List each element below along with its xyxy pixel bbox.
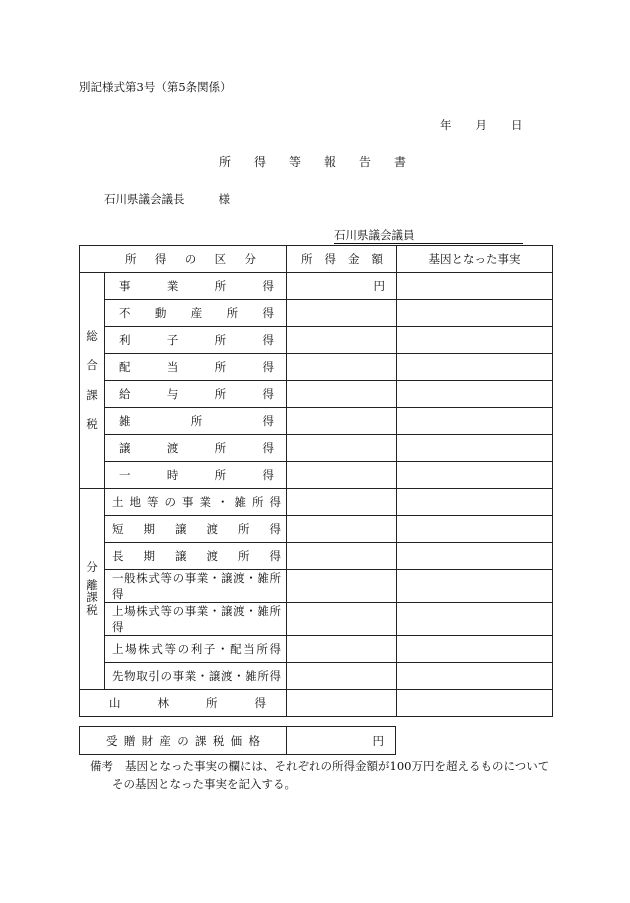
table-row	[80, 636, 553, 663]
income-type-label: 譲渡所得	[105, 435, 287, 462]
cause-field[interactable]	[397, 516, 553, 543]
header-category: 所得の区分	[80, 246, 287, 273]
amount-field[interactable]	[287, 354, 397, 381]
cause-field[interactable]	[397, 663, 553, 690]
cause-field[interactable]	[397, 570, 553, 603]
cause-field[interactable]	[397, 462, 553, 489]
page-title: 所得等報告書	[219, 155, 430, 169]
header-amount: 所得金額	[287, 246, 397, 273]
income-type-label: 土地等の事業・雑所得	[105, 489, 287, 516]
remarks-line-1	[90, 761, 549, 773]
separate-label-char: 税	[86, 602, 98, 617]
date-year-label: 年	[440, 118, 452, 132]
amount-field[interactable]	[287, 570, 397, 603]
date-day-label: 日	[511, 118, 523, 132]
remarks-label: 備考	[90, 759, 113, 773]
date-month-label: 月	[475, 118, 487, 132]
amount-field[interactable]	[287, 300, 397, 327]
addressee	[104, 194, 230, 206]
income-type-label: 先物取引の事業・譲渡・雑所得	[105, 663, 287, 690]
gift-value-label: 受贈財産の課税価格	[80, 727, 287, 755]
general-label-char: 合	[86, 358, 98, 372]
amount-field[interactable]	[287, 381, 397, 408]
remarks-text-1: 基因となった事実の欄には、それぞれの所得金額が100万円を超えるものについて	[125, 759, 550, 773]
cause-field[interactable]	[397, 489, 553, 516]
general-label-char: 課	[86, 387, 98, 402]
amount-field[interactable]	[287, 273, 397, 300]
table-row	[80, 727, 396, 755]
table-row	[80, 603, 553, 636]
amount-field[interactable]	[287, 663, 397, 690]
income-type-label: 一般株式等の事業・譲渡・雑所得	[105, 570, 287, 603]
amount-field[interactable]	[287, 690, 397, 717]
table-row	[80, 273, 553, 300]
amount-field[interactable]	[287, 636, 397, 663]
cause-field[interactable]	[397, 408, 553, 435]
cause-field[interactable]	[397, 300, 553, 327]
gift-amount-field[interactable]	[287, 727, 396, 755]
table-row	[80, 462, 553, 489]
amount-field[interactable]	[287, 435, 397, 462]
cause-field[interactable]	[397, 603, 553, 636]
income-type-label: 利子所得	[105, 327, 287, 354]
amount-field[interactable]	[287, 603, 397, 636]
amount-field[interactable]	[287, 462, 397, 489]
table-row	[80, 543, 553, 570]
amount-field[interactable]	[287, 489, 397, 516]
cause-field[interactable]	[397, 381, 553, 408]
amount-field[interactable]	[287, 408, 397, 435]
cause-field[interactable]	[397, 543, 553, 570]
income-type-label: 事業所得	[105, 273, 287, 300]
table-row	[80, 381, 553, 408]
cause-field[interactable]	[397, 435, 553, 462]
table-row	[80, 300, 553, 327]
gift-value-table	[79, 726, 396, 755]
table-row	[80, 327, 553, 354]
general-label-char: 税	[86, 417, 98, 431]
separate-label-char: 分	[86, 560, 98, 574]
income-type-label: 山林所得	[80, 690, 287, 717]
table-row	[80, 516, 553, 543]
table-row	[80, 408, 553, 435]
income-type-label: 給与所得	[105, 381, 287, 408]
table-row	[80, 690, 553, 717]
cause-field[interactable]	[397, 273, 553, 300]
table-row	[80, 354, 553, 381]
cause-field[interactable]	[397, 327, 553, 354]
form-reference: 別記様式第3号（第5条関係）	[79, 80, 232, 94]
header-cause: 基因となった事実	[397, 246, 553, 273]
income-type-label: 不動産所得	[105, 300, 287, 327]
separate-label-char: 離	[86, 577, 98, 592]
table-row	[80, 489, 553, 516]
remarks-line-2: その基因となった事実を記入する。	[112, 777, 296, 791]
amount-field[interactable]	[287, 516, 397, 543]
table-header-row	[80, 246, 553, 273]
income-type-label: 一時所得	[105, 462, 287, 489]
income-type-label: 配当所得	[105, 354, 287, 381]
separate-label-char: 課	[86, 590, 98, 604]
cause-field[interactable]	[397, 690, 553, 717]
table-row	[80, 663, 553, 690]
general-taxation-label	[80, 273, 105, 489]
date-line	[440, 120, 523, 132]
cause-field[interactable]	[397, 354, 553, 381]
separate-taxation-label	[80, 489, 105, 690]
income-type-label: 上場株式等の事業・譲渡・雑所得	[105, 603, 287, 636]
income-type-label: 上場株式等の利子・配当所得	[105, 636, 287, 663]
yen-unit: 円	[373, 279, 385, 293]
addressee-name: 石川県議会議長	[104, 192, 185, 206]
reporter-signature-line[interactable]	[334, 230, 523, 244]
table-row	[80, 570, 553, 603]
general-label-char: 総	[86, 328, 98, 343]
income-type-label: 長期譲渡所得	[105, 543, 287, 570]
amount-field[interactable]	[287, 543, 397, 570]
income-type-label: 短期譲渡所得	[105, 516, 287, 543]
yen-unit: 円	[372, 733, 384, 748]
cause-field[interactable]	[397, 636, 553, 663]
reporter-label: 石川県議会議員	[334, 228, 415, 242]
income-table	[79, 245, 553, 717]
addressee-honorific: 様	[218, 192, 230, 206]
income-type-label: 雑所得	[105, 408, 287, 435]
table-row	[80, 435, 553, 462]
amount-field[interactable]	[287, 327, 397, 354]
